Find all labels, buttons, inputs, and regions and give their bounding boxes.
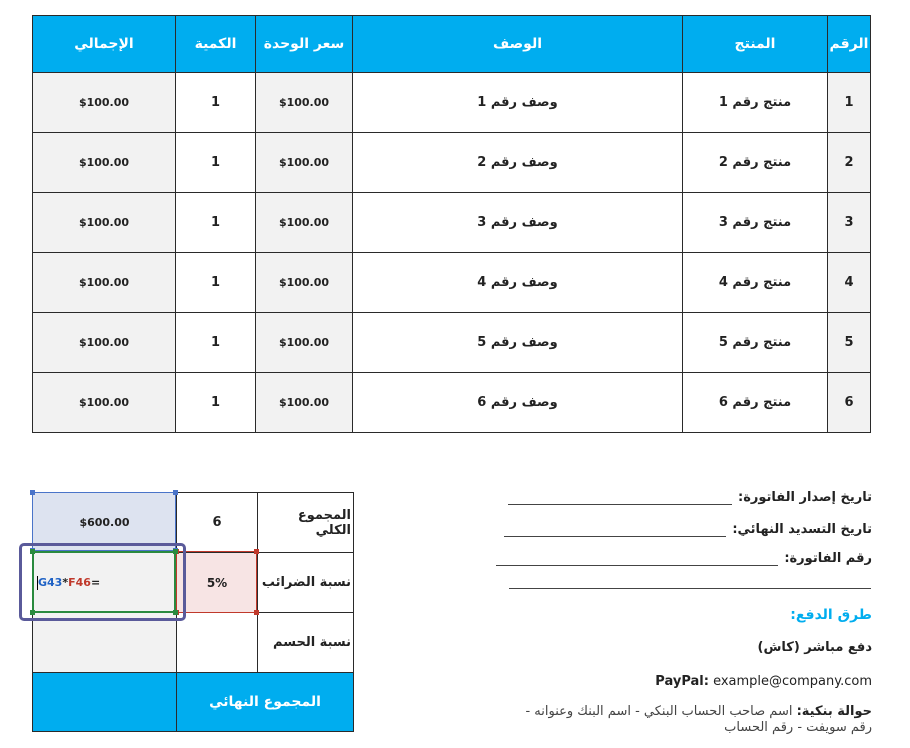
header-product[interactable]: المنتج [683, 16, 828, 73]
formula-ref-g43: G43 [38, 575, 63, 589]
final-total-row [33, 673, 354, 732]
cell-description[interactable]: وصف رقم 1 [353, 73, 683, 133]
cell-unit-price[interactable]: $100.00 [256, 193, 353, 253]
cell-total[interactable]: $100.00 [33, 193, 176, 253]
header-total[interactable]: الإجمالي [33, 16, 176, 73]
reference-handle[interactable] [254, 549, 259, 554]
cell-num[interactable]: 3 [828, 193, 871, 253]
paypal-email: example@company.com [713, 674, 872, 689]
reference-handle[interactable] [30, 490, 35, 495]
cell-unit-price[interactable]: $100.00 [256, 373, 353, 433]
issue-date-field [508, 490, 872, 505]
summary-table [32, 492, 354, 732]
cell-description[interactable]: وصف رقم 4 [353, 253, 683, 313]
cell-total[interactable]: $100.00 [33, 73, 176, 133]
formula-operator: * [62, 575, 69, 589]
issue-date-label: تاريخ إصدار الفاتورة: [738, 490, 872, 505]
cell-quantity[interactable]: 1 [176, 253, 256, 313]
cell-num[interactable]: 2 [828, 133, 871, 193]
subtotal-label[interactable]: المجموع الكلي [258, 493, 354, 553]
formula-edit-cell[interactable] [33, 553, 177, 613]
header-unit-price[interactable]: سعر الوحدة [256, 16, 353, 73]
cash-payment: دفع مباشر (كاش) [757, 640, 872, 655]
cell-num[interactable]: 4 [828, 253, 871, 313]
cell-unit-price[interactable]: $100.00 [256, 313, 353, 373]
paypal-label: PayPal: [655, 674, 709, 689]
reference-handle[interactable] [254, 610, 259, 615]
cell-total[interactable]: $100.00 [33, 253, 176, 313]
header-quantity[interactable]: الكمية [176, 16, 256, 73]
cell-product[interactable]: منتج رقم 5 [683, 313, 828, 373]
cell-num[interactable]: 6 [828, 373, 871, 433]
tax-label[interactable]: نسبة الضرائب [258, 553, 354, 613]
fill-handle[interactable] [173, 549, 178, 554]
cell-quantity[interactable]: 1 [176, 133, 256, 193]
items-header-row [33, 16, 871, 73]
cell-description[interactable]: وصف رقم 6 [353, 373, 683, 433]
fill-handle[interactable] [30, 549, 35, 554]
issue-date-line[interactable] [508, 503, 732, 505]
reference-handle[interactable] [173, 490, 178, 495]
cell-quantity[interactable]: 1 [176, 313, 256, 373]
cell-description[interactable]: وصف رقم 3 [353, 193, 683, 253]
cell-total[interactable]: $100.00 [33, 313, 176, 373]
due-date-field [504, 522, 872, 537]
discount-row [33, 613, 354, 673]
due-date-line[interactable] [504, 535, 726, 537]
discount-rate[interactable] [177, 613, 258, 673]
cell-product[interactable]: منتج رقم 6 [683, 373, 828, 433]
invoice-number-field [496, 551, 872, 566]
cell-product[interactable]: منتج رقم 1 [683, 73, 828, 133]
extra-line[interactable] [509, 588, 871, 589]
due-date-label: تاريخ التسديد النهائي: [732, 522, 872, 537]
invoice-number-label: رقم الفاتورة: [784, 551, 872, 566]
invoice-number-line[interactable] [496, 564, 778, 566]
cell-description[interactable]: وصف رقم 5 [353, 313, 683, 373]
bank-details-2: رقم سويفت - رقم الحساب [724, 720, 872, 735]
tax-rate[interactable]: 5% [177, 553, 258, 613]
fill-handle[interactable] [30, 610, 35, 615]
bank-label: حوالة بنكية: [796, 704, 872, 719]
table-row [33, 373, 871, 433]
items-table [32, 15, 871, 433]
cell-product[interactable]: منتج رقم 2 [683, 133, 828, 193]
tax-row [33, 553, 354, 613]
cell-total[interactable]: $100.00 [33, 133, 176, 193]
subtotal-row [33, 493, 354, 553]
table-row [33, 193, 871, 253]
table-row [33, 133, 871, 193]
final-total-label[interactable]: المجموع النهائي [177, 673, 354, 732]
payment-methods-title: طرق الدفع: [790, 607, 872, 623]
table-row [33, 73, 871, 133]
bank-transfer-line [525, 704, 872, 719]
formula-ref-f46: F46 [68, 575, 91, 589]
cell-product[interactable]: منتج رقم 4 [683, 253, 828, 313]
paypal-line [655, 674, 872, 689]
cell-num[interactable]: 5 [828, 313, 871, 373]
cell-product[interactable]: منتج رقم 3 [683, 193, 828, 253]
final-total-value[interactable] [33, 673, 177, 732]
formula-equals: = [90, 575, 101, 589]
cell-description[interactable]: وصف رقم 2 [353, 133, 683, 193]
cell-quantity[interactable]: 1 [176, 373, 256, 433]
cell-num[interactable]: 1 [828, 73, 871, 133]
subtotal-value[interactable]: $600.00 [33, 493, 177, 553]
cell-quantity[interactable]: 1 [176, 73, 256, 133]
cell-quantity[interactable]: 1 [176, 193, 256, 253]
fill-handle[interactable] [173, 610, 178, 615]
cell-unit-price[interactable]: $100.00 [256, 73, 353, 133]
discount-label[interactable]: نسبة الحسم [258, 613, 354, 673]
table-row [33, 253, 871, 313]
bank-details-1: اسم صاحب الحساب البنكي - اسم البنك وعنوانه - [525, 704, 793, 719]
cell-total[interactable]: $100.00 [33, 373, 176, 433]
header-description[interactable]: الوصف [353, 16, 683, 73]
subtotal-quantity[interactable]: 6 [177, 493, 258, 553]
cell-unit-price[interactable]: $100.00 [256, 253, 353, 313]
header-num[interactable]: الرقم [828, 16, 871, 73]
table-row [33, 313, 871, 373]
cell-unit-price[interactable]: $100.00 [256, 133, 353, 193]
discount-value[interactable] [33, 613, 177, 673]
